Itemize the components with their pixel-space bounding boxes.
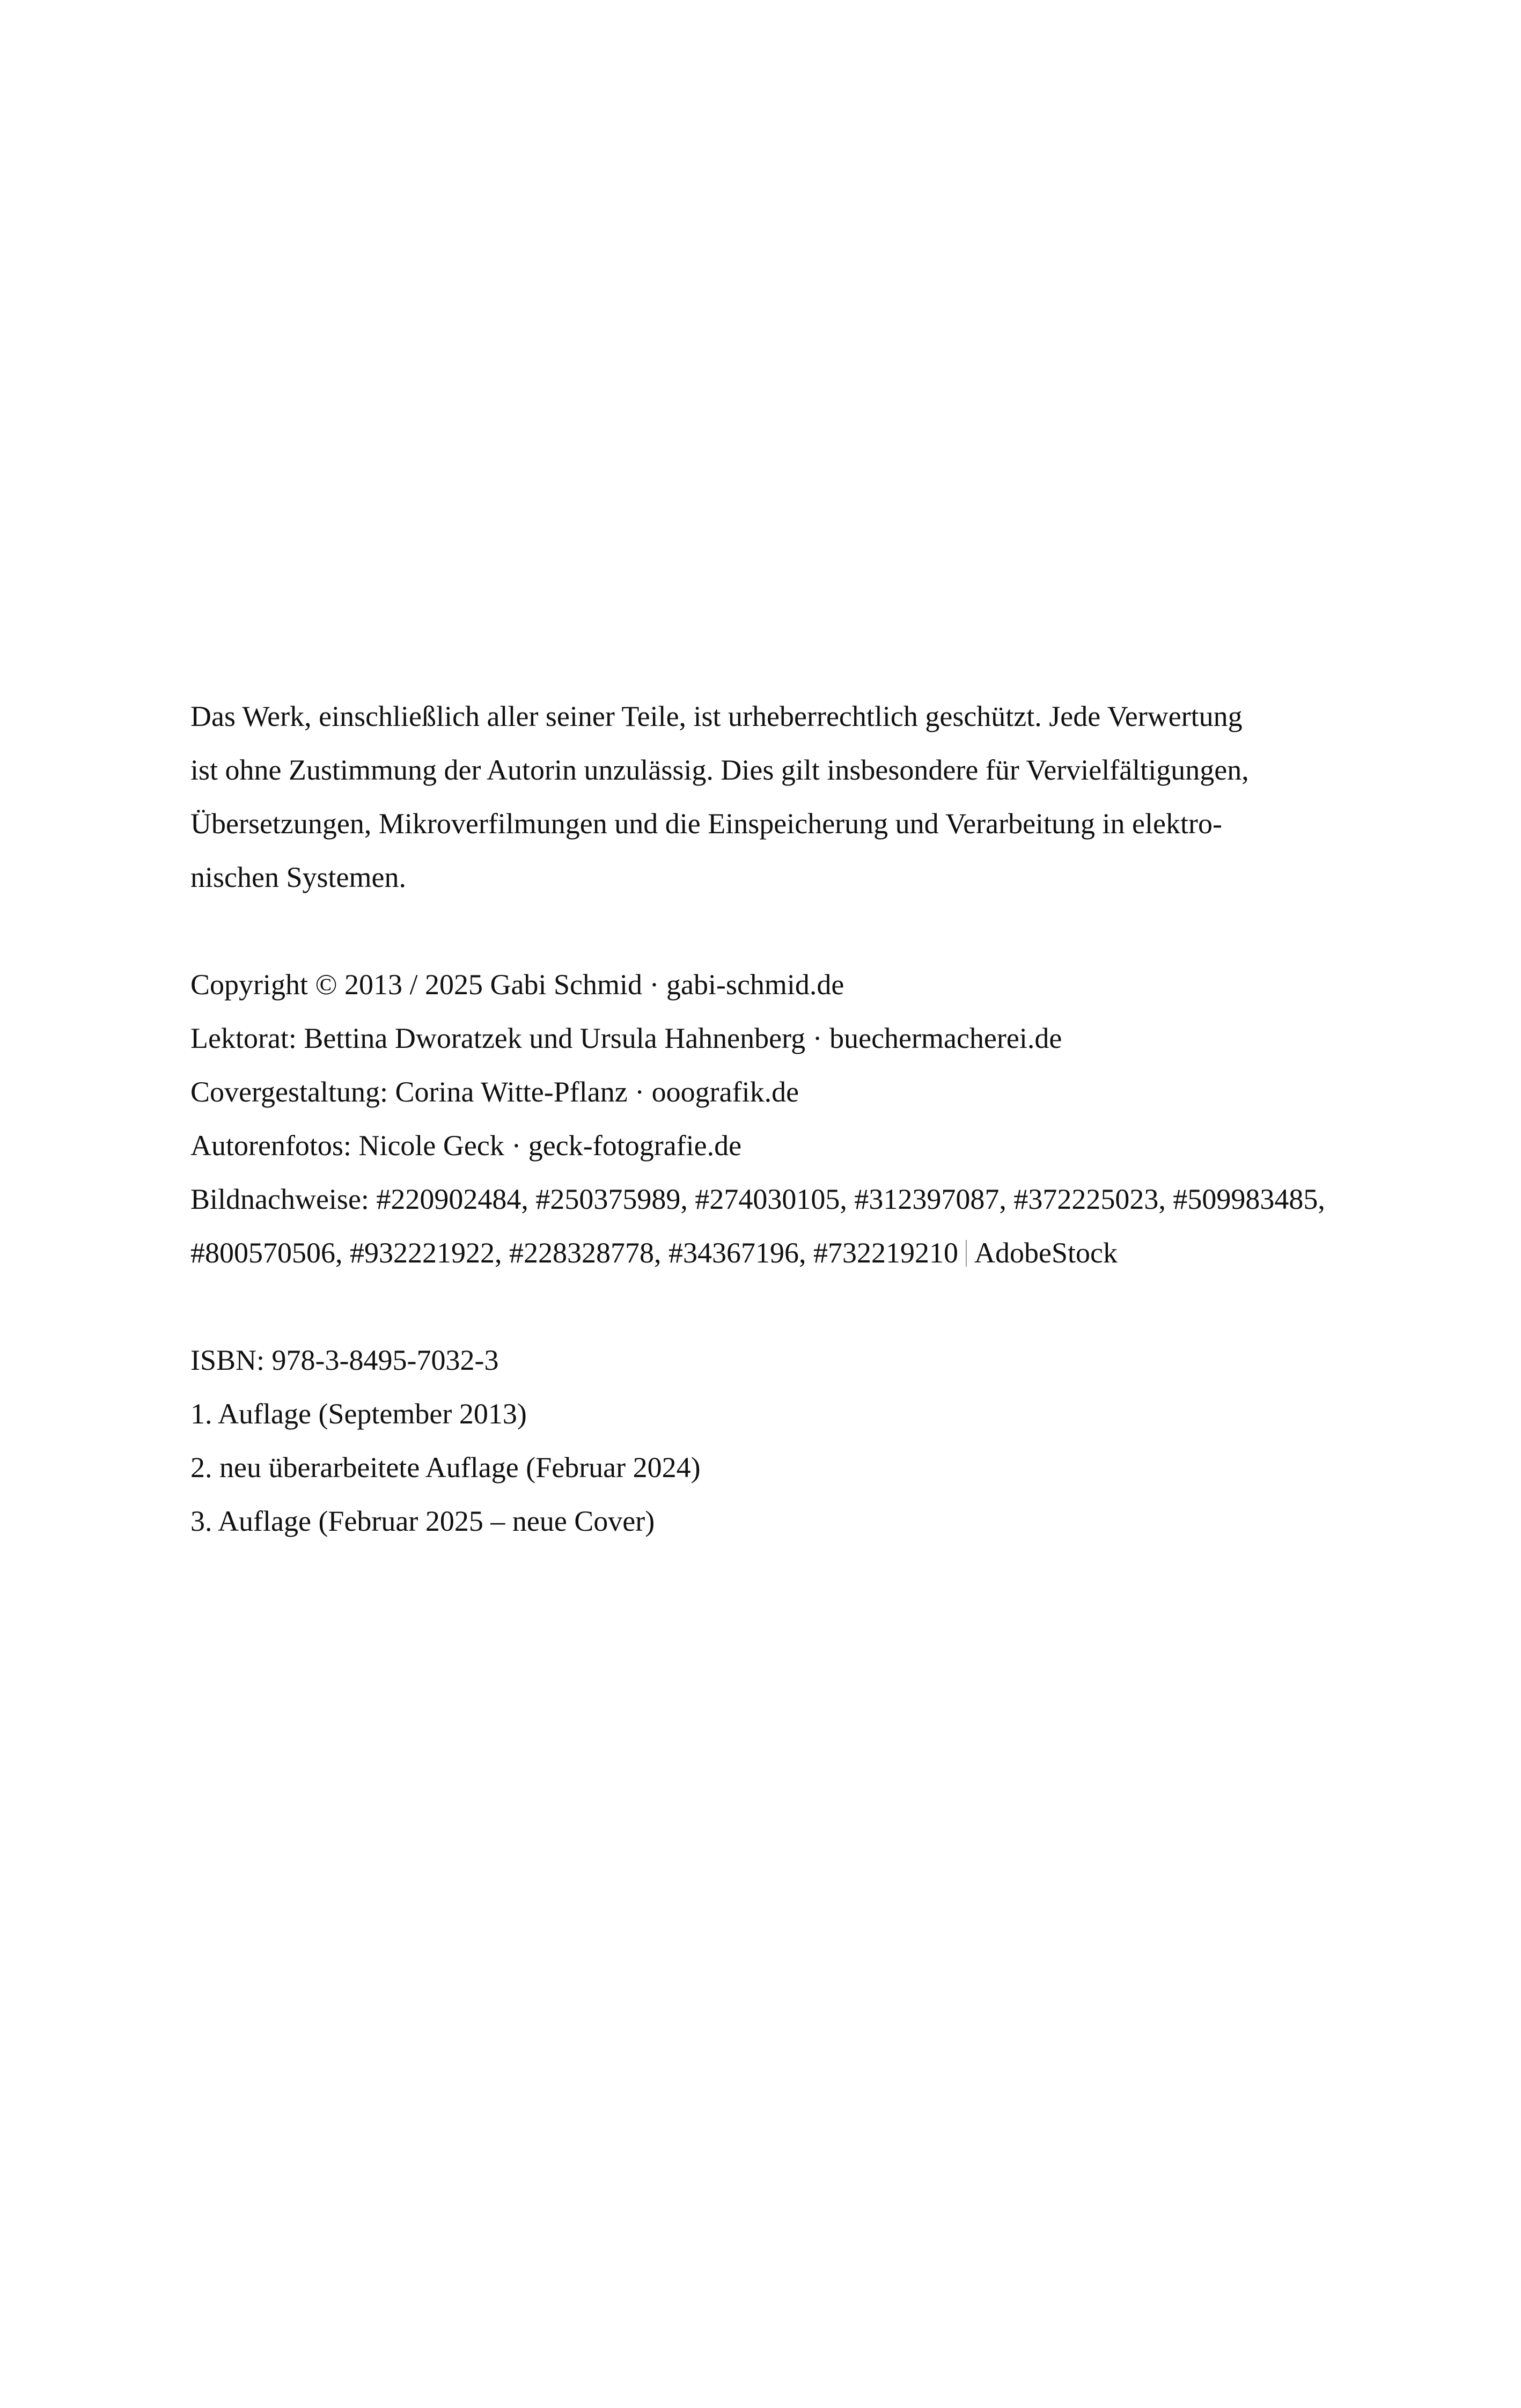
credits-list xyxy=(190,958,1344,1280)
author-photos-line: Autorenfotos: Nicole Geck · geck-fotografie.de xyxy=(190,1129,742,1162)
image-credits-source: AdobeStock xyxy=(974,1237,1118,1269)
imprint-block xyxy=(190,689,1344,1548)
edition-info xyxy=(190,1333,1344,1548)
image-credits-line-1: Bildnachweise: #220902484, #250375989, #274030105, #312397087, #372225023, #509983485, xyxy=(190,1183,1325,1215)
edition-line: 1. Auflage (September 2013) xyxy=(190,1398,527,1430)
isbn-line: ISBN: 978-3-8495-7032-3 xyxy=(190,1344,499,1376)
copyright-notice xyxy=(190,689,1344,904)
image-credits-ids: #800570506, #932221922, #228328778, #34367196, #732219210 xyxy=(190,1237,958,1269)
image-credits-line-2 xyxy=(190,1226,1344,1280)
copyright-line: Copyright © 2013 / 2025 Gabi Schmid · gabi-schmid.de xyxy=(190,968,844,1001)
lektorat-line: Lektorat: Bettina Dworatzek und Ursula Hahnenberg · buechermacherei.de xyxy=(190,1022,1062,1054)
cover-design-line: Covergestaltung: Corina Witte-Pflanz · ooografik.de xyxy=(190,1076,799,1108)
legal-line: Übersetzungen, Mikroverfilmungen und die Einspeicherung und Verarbeitung in elektro- xyxy=(190,807,1222,840)
edition-line: 2. neu überarbeitete Auflage (Februar 2024) xyxy=(190,1451,701,1484)
legal-line: Das Werk, einschließlich aller seiner Teile, ist urheberrechtlich geschützt. Jede Verwertung xyxy=(190,700,1243,732)
legal-line: nischen Systemen. xyxy=(190,861,406,893)
legal-line: ist ohne Zustimmung der Autorin unzulässig. Dies gilt insbesondere für Vervielfältigungen, xyxy=(190,754,1249,786)
vertical-separator xyxy=(966,1240,967,1267)
edition-line: 3. Auflage (Februar 2025 – neue Cover) xyxy=(190,1505,655,1537)
